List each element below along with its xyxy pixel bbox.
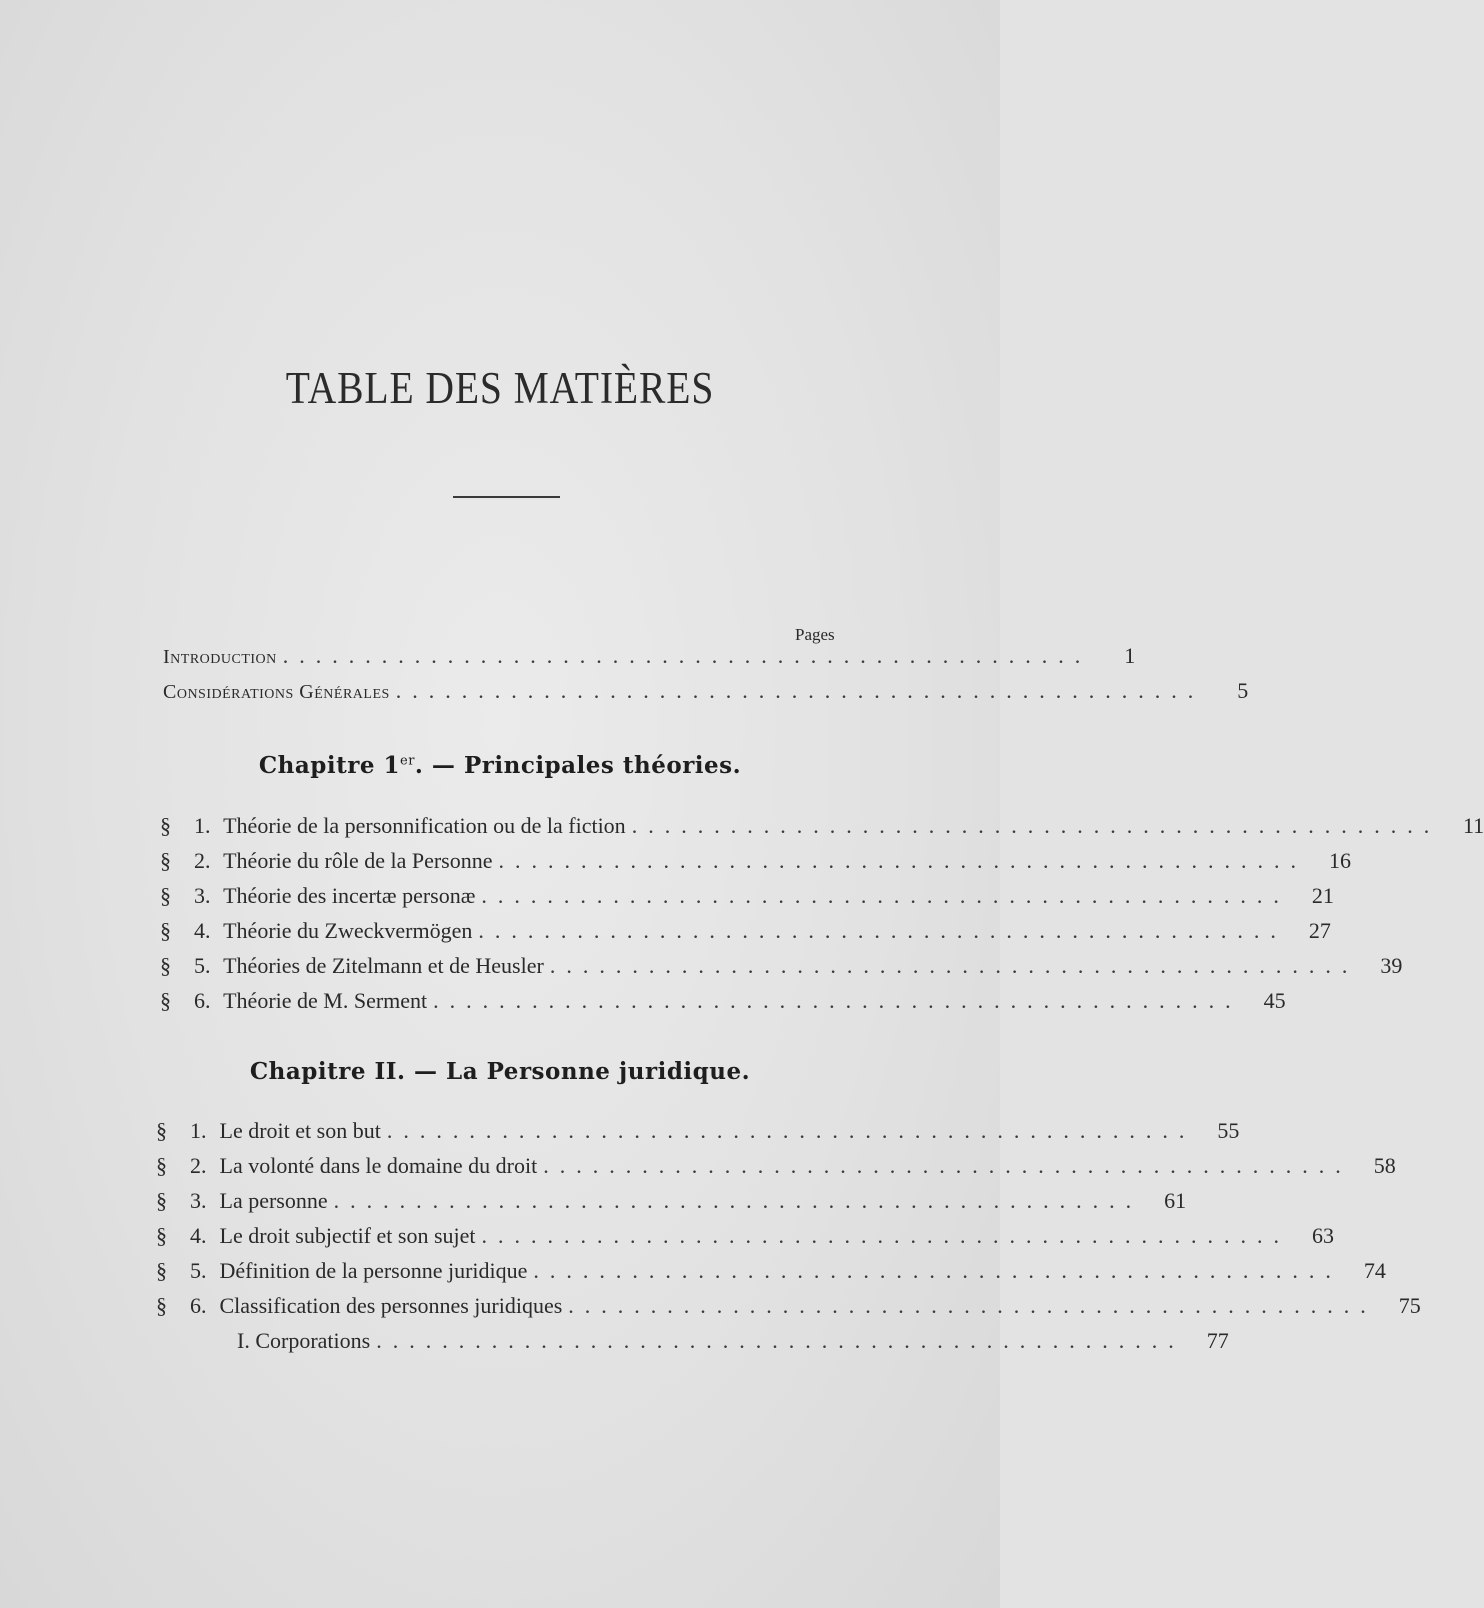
section-number: 1.	[190, 1118, 207, 1143]
section-title: Théorie de M. Serment	[223, 988, 428, 1013]
toc-entry-label	[160, 918, 472, 944]
pages-column-label: Pages	[795, 625, 835, 644]
leader-dots: .................................................	[481, 883, 1290, 908]
section-title: Classification des personnes juridiques	[219, 1293, 563, 1318]
toc-entry-page: 74	[1363, 1258, 1386, 1283]
section-sign: §	[160, 813, 171, 838]
section-title: Théorie des incertæ personæ	[223, 883, 476, 908]
leader-dots: .................................................	[568, 1293, 1377, 1318]
toc-entry-page: 58	[1373, 1153, 1396, 1178]
section-number: 5.	[190, 1258, 207, 1283]
toc-entry	[156, 1223, 1334, 1253]
toc-entry-label	[160, 848, 493, 874]
section-title: La personne	[219, 1188, 328, 1213]
toc-entry-page: 39	[1380, 953, 1403, 978]
toc-entry-label	[156, 1153, 537, 1179]
toc-entry-label	[160, 813, 626, 839]
leader-dots: .................................................	[549, 953, 1359, 978]
chapter-superscript: er	[400, 753, 415, 769]
section-sign: §	[156, 1153, 167, 1178]
leader-dots: .................................................	[481, 1223, 1290, 1248]
toc-entry	[160, 848, 1352, 878]
toc-entry-label	[156, 1118, 381, 1144]
section-title: Théorie du rôle de la Personne	[223, 848, 493, 873]
section-title: Théories de Zitelmann et de Heusler	[223, 953, 544, 978]
toc-entry	[156, 1153, 1396, 1183]
toc-entry-label	[156, 1223, 476, 1249]
toc-entry-label	[156, 1293, 562, 1319]
toc-entry-page: 77	[1206, 1328, 1229, 1353]
leader-dots: .................................................	[478, 918, 1287, 943]
leader-dots: .................................................	[433, 988, 1242, 1013]
section-number: 2.	[190, 1153, 207, 1178]
toc-entry-label: I. Corporations	[237, 1328, 371, 1353]
toc-entry-page: 55	[1217, 1118, 1240, 1143]
section-title: Théorie du Zweckvermögen	[223, 918, 473, 943]
toc-entry	[160, 813, 1484, 843]
section-number: 1.	[194, 813, 211, 838]
toc-entry	[156, 1293, 1421, 1323]
leader-dots: .................................................	[533, 1258, 1342, 1283]
leader-dots: .................................................	[282, 643, 1092, 668]
toc-entry	[156, 1188, 1187, 1218]
toc-entry-page: 5	[1237, 678, 1249, 703]
section-title: Théorie de la personnification ou de la fiction	[223, 813, 626, 838]
section-sign: §	[160, 883, 171, 908]
toc-entry-page: 11	[1463, 813, 1484, 838]
leader-dots: .................................................	[333, 1188, 1143, 1213]
chapter-title: . — Principales théories.	[414, 752, 742, 779]
toc-entry-label	[160, 883, 475, 909]
toc-entry-page: 61	[1164, 1188, 1187, 1213]
toc-entry	[156, 1118, 1240, 1148]
section-number: 5.	[194, 953, 211, 978]
section-title: La volonté dans le domaine du droit	[219, 1153, 538, 1178]
leader-dots: .................................................	[543, 1153, 1352, 1178]
toc-entry	[160, 883, 1334, 913]
section-number: 4.	[194, 918, 211, 943]
section-number: 2.	[194, 848, 211, 873]
toc-entry	[160, 988, 1286, 1018]
toc-entry-page: 63	[1312, 1223, 1334, 1248]
section-sign: §	[156, 1188, 167, 1213]
section-sign: §	[156, 1293, 167, 1318]
toc-entry-label	[160, 953, 544, 979]
section-sign: §	[160, 848, 171, 873]
leader-dots: .................................................	[631, 813, 1441, 838]
section-sign: §	[160, 988, 171, 1013]
toc-entry	[160, 953, 1403, 983]
section-title: Le droit subjectif et son sujet	[219, 1223, 476, 1248]
leader-dots: .................................................	[395, 678, 1205, 703]
section-sign: §	[160, 918, 171, 943]
chapter-heading-2: Chapitre II. — La Personne juridique.	[249, 1058, 751, 1085]
section-number: 3.	[194, 883, 211, 908]
leader-dots: .................................................	[498, 848, 1308, 873]
leader-dots: .................................................	[376, 1328, 1185, 1353]
toc-entry-page: 1	[1124, 643, 1136, 668]
section-number: 4.	[190, 1223, 207, 1248]
leader-dots: .................................................	[386, 1118, 1196, 1143]
section-title: Définition de la personne juridique	[219, 1258, 528, 1283]
page-title: TABLE DES MATIÈRES	[285, 363, 715, 413]
section-title: Le droit et son but	[219, 1118, 381, 1143]
section-sign: §	[156, 1223, 167, 1248]
section-sign: §	[160, 953, 171, 978]
toc-sub-entry	[237, 1328, 1229, 1358]
toc-entry-page: 16	[1329, 848, 1352, 873]
section-number: 6.	[194, 988, 211, 1013]
section-sign: §	[156, 1118, 167, 1143]
section-number: 3.	[190, 1188, 207, 1213]
toc-entry-label: Introduction	[163, 646, 277, 668]
toc-entry-page: 27	[1308, 918, 1331, 943]
toc-entry	[156, 1258, 1386, 1288]
chapter-prefix: Chapitre 1	[258, 752, 400, 779]
toc-entry-page: 21	[1311, 883, 1334, 908]
toc-entry-considerations	[163, 678, 1249, 708]
toc-entry-label	[156, 1188, 328, 1214]
chapter-heading-1	[0, 752, 1000, 779]
toc-entry	[160, 918, 1331, 948]
toc-entry-label: Considérations Générales	[163, 681, 390, 703]
toc-entry-page: 75	[1398, 1293, 1421, 1318]
toc-entry-label	[156, 1258, 527, 1284]
toc-entry-page: 45	[1263, 988, 1286, 1013]
title-rule	[453, 496, 560, 498]
toc-entry-introduction	[163, 643, 1136, 673]
toc-entry-label	[160, 988, 427, 1014]
section-sign: §	[156, 1258, 167, 1283]
section-number: 6.	[190, 1293, 207, 1318]
